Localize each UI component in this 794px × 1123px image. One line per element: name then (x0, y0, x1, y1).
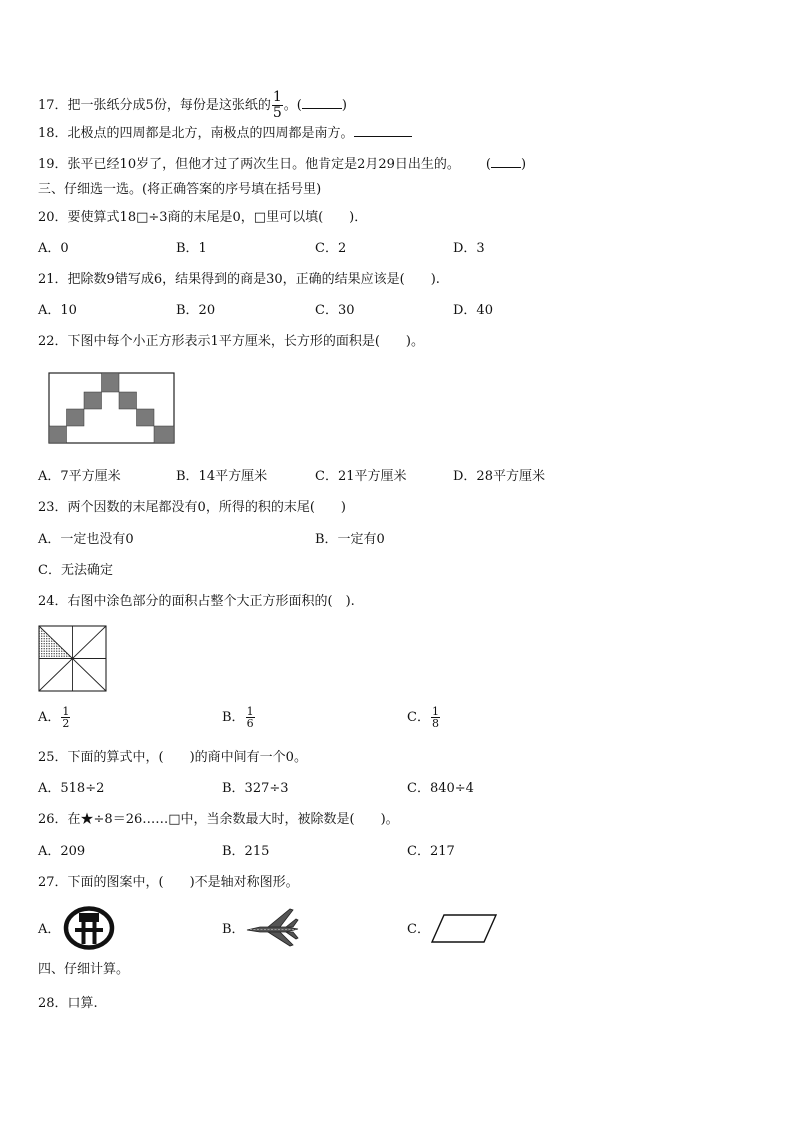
question-26: 26．在★÷8＝26……□中，当余数最大时，被除数是( )。 (38, 812, 399, 827)
question-24: 24．右图中涂色部分的面积占整个大正方形面积的( ). (38, 594, 355, 609)
question-20: 20．要使算式18□÷3商的末尾是0，□里可以填( )． (38, 210, 368, 225)
q19-answer-blank[interactable] (491, 167, 521, 168)
q19-text: 19．张平已经10岁了，但他才过了两次生日。他肯定是2月29日出生的。 (38, 157, 460, 172)
q18-answer-blank[interactable] (354, 136, 412, 137)
q18-text: 18．北极点的四周都是北方，南极点的四周都是南方。 (38, 126, 354, 141)
section-3-heading: 三、仔细选一选。(将正确答案的序号填在括号里) (38, 182, 322, 197)
question-19: 19．张平已经10岁了，但他才过了两次生日。他肯定是2月29日出生的。 ( ) (38, 157, 527, 172)
q24-option-b-fraction: $\frac{1}{6}$ (246, 705, 254, 730)
section-4-heading: 四、仔细计算。 (38, 962, 130, 977)
question-18 (38, 126, 412, 142)
q21-option-d[interactable]: D．40 (453, 303, 493, 318)
q22-staircase-figure (48, 372, 176, 445)
q23-option-c[interactable]: C．无法确定 (38, 563, 113, 578)
q26-option-a[interactable]: A．209 (38, 844, 86, 859)
question-25: 25．下面的算式中，( )的商中间有一个0。 (38, 750, 307, 765)
question-21: 21．把除数9错写成6，结果得到的商是30，正确的结果应该是( ). (38, 272, 440, 287)
q21-option-b[interactable]: B．20 (176, 303, 216, 318)
q23-option-a[interactable]: A．一定也没有0 (38, 532, 134, 547)
question-27: 27．下面的图案中，( )不是轴对称图形。 (38, 875, 299, 890)
parallelogram-icon[interactable] (430, 912, 498, 944)
q22-option-b[interactable]: B．14平方厘米 (176, 469, 268, 484)
q21-option-a[interactable]: A．10 (38, 303, 77, 318)
q22-option-a[interactable]: A．7平方厘米 (38, 469, 121, 484)
q27-option-c-label[interactable]: C． (407, 922, 430, 937)
q21-option-c[interactable]: C．30 (315, 303, 355, 318)
q22-option-d[interactable]: D．28平方厘米 (453, 469, 545, 484)
q20-option-a[interactable]: A．0 (38, 241, 69, 256)
q24-option-a-fraction: $\frac{1}{2}$ (62, 705, 70, 730)
q25-option-a[interactable]: A．518÷2 (38, 781, 105, 796)
q23-option-b[interactable]: B．一定有0 (315, 532, 385, 547)
q22-option-c[interactable]: C．21平方厘米 (315, 469, 407, 484)
q24-option-c[interactable]: C． $\frac{1}{8}$ (407, 705, 439, 730)
q17-paren-open: 。( (283, 98, 302, 113)
bank-logo-icon[interactable] (63, 906, 115, 950)
q17-answer-blank[interactable] (302, 108, 342, 109)
q26-option-b[interactable]: B．215 (222, 844, 270, 859)
q24-option-b[interactable]: B． $\frac{1}{6}$ (222, 705, 254, 730)
question-17 (38, 90, 347, 121)
q27-option-b-label[interactable]: B． (222, 922, 245, 937)
q27-option-a-label[interactable]: A． (38, 922, 61, 937)
q25-option-c[interactable]: C．840÷4 (407, 781, 474, 796)
q24-square-figure (38, 625, 108, 692)
q17-paren-close: ) (341, 98, 347, 113)
q17-text: 17．把一张纸分成5份，每份是这张纸的 (38, 98, 271, 113)
airplane-icon[interactable] (246, 906, 300, 950)
q24-option-c-fraction: $\frac{1}{8}$ (431, 705, 439, 730)
q17-fraction: $\frac{1}{5}$ (272, 89, 282, 121)
q20-option-b[interactable]: B．1 (176, 241, 207, 256)
question-22: 22．下图中每个小正方形表示1平方厘米，长方形的面积是( )。 (38, 334, 424, 349)
q20-option-c[interactable]: C．2 (315, 241, 347, 256)
q25-option-b[interactable]: B．327÷3 (222, 781, 289, 796)
q24-option-a[interactable]: A． $\frac{1}{2}$ (38, 705, 70, 730)
question-28: 28．口算. (38, 996, 98, 1011)
q26-option-c[interactable]: C．217 (407, 844, 455, 859)
question-23: 23．两个因数的末尾都没有0，所得的积的末尾( ) (38, 500, 346, 515)
q20-option-d[interactable]: D．3 (453, 241, 485, 256)
